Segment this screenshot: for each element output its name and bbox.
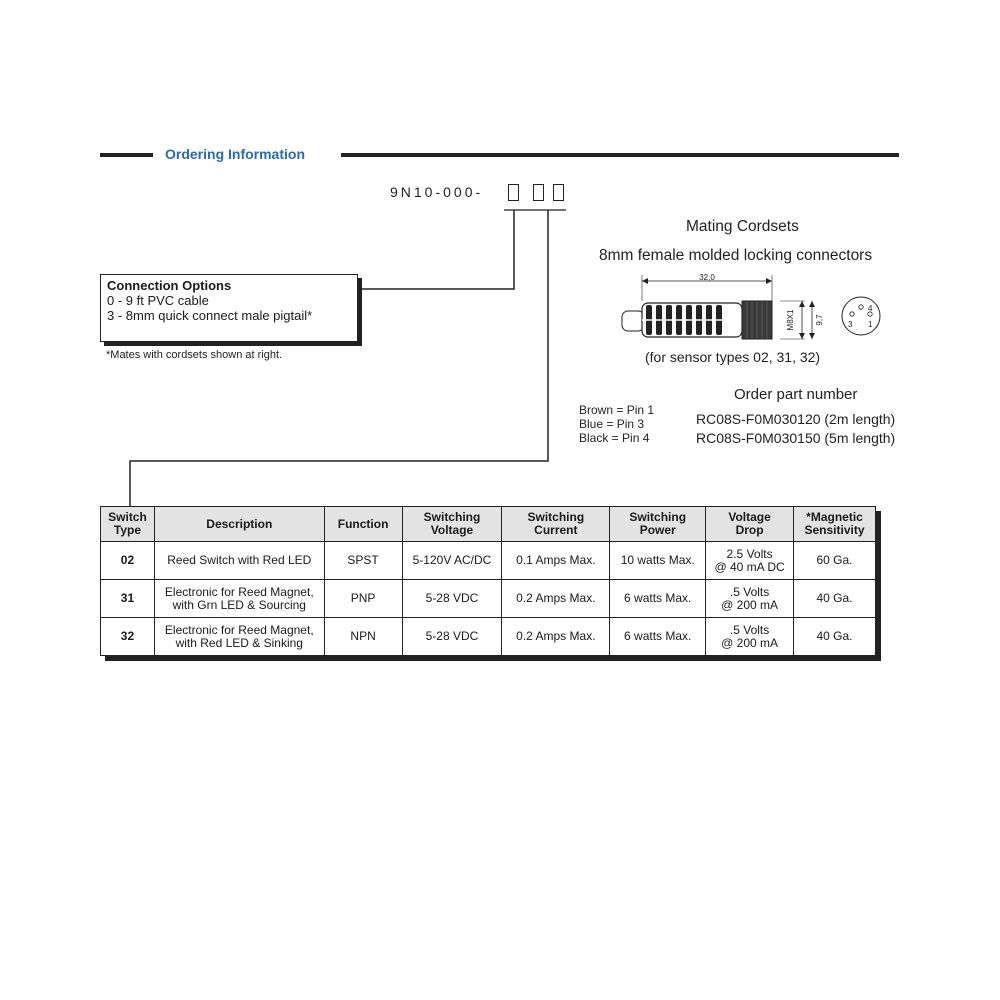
cell-line: Electronic for Reed Magnet, [164, 584, 314, 599]
column-header [610, 507, 706, 542]
cell-line: Switching [629, 510, 687, 524]
connection-options-box [100, 274, 358, 342]
cell-line: Voltage [430, 523, 474, 537]
connection-options-title: Connection Options [107, 278, 232, 293]
column-header [706, 507, 794, 542]
table-row [101, 580, 876, 618]
cell-line: 2.5 Volts [726, 546, 773, 561]
pin-label-4: 4 [868, 304, 873, 313]
cell-line: 5-120V AC/DC [412, 553, 492, 567]
column-header [502, 507, 610, 542]
order-part-numbers [696, 410, 895, 448]
pin-assignments [579, 403, 654, 445]
cell-line: 0.2 Amps Max. [516, 629, 596, 643]
table-cell [324, 580, 402, 618]
table-cell [154, 618, 324, 656]
table-cell [154, 580, 324, 618]
switch-type-cell [101, 580, 155, 618]
part-number-prefix: 9N10-000- [390, 184, 484, 200]
pin-black: Black = Pin 4 [579, 431, 650, 445]
cell-line: 0.2 Amps Max. [516, 591, 596, 605]
column-header [324, 507, 402, 542]
column-header [402, 507, 502, 542]
cell-line: 6 watts Max. [624, 629, 692, 643]
cell-line: Reed Switch with Red LED [167, 553, 312, 567]
table-cell [324, 618, 402, 656]
table-cell [402, 542, 502, 580]
dimension-diameter: 9,7 [815, 314, 824, 326]
pin-label-1: 1 [868, 320, 873, 329]
cell-line: NPN [350, 629, 376, 643]
dimension-thread: M8X1 [786, 309, 795, 331]
cell-line: *Magnetic [806, 510, 863, 524]
cell-line: PNP [350, 591, 376, 605]
table-cell [610, 618, 706, 656]
cell-line: .5 Volts [729, 622, 770, 637]
table-cell [706, 580, 794, 618]
section-title: Ordering Information [165, 146, 305, 162]
table-header-row [101, 507, 876, 542]
connection-option-0: 0 - 9 ft PVC cable [107, 293, 209, 308]
cell-line: Sensitivity [804, 523, 865, 537]
switch-spec-table [100, 506, 876, 656]
cell-line: 5-28 VDC [425, 591, 479, 605]
cell-line: 10 watts Max. [620, 553, 695, 567]
table-cell [610, 542, 706, 580]
table-cell [502, 618, 610, 656]
cell-line: 60 Ga. [816, 553, 853, 567]
switch-type-cell [101, 618, 155, 656]
table-cell [794, 542, 876, 580]
cell-line: Switch [108, 510, 147, 524]
column-header [154, 507, 324, 542]
mating-cordsets-subtitle: 8mm female molded locking connectors [599, 247, 873, 264]
cell-line: Current [534, 523, 578, 537]
table-cell [706, 618, 794, 656]
connector-drawing [600, 265, 900, 345]
cell-line: 32 [120, 629, 135, 643]
cell-line: with Red LED & Sinking [175, 635, 303, 650]
pin-label-3: 3 [848, 320, 853, 329]
table-cell [502, 542, 610, 580]
cell-line: Function [337, 516, 389, 531]
cell-line: .5 Volts [729, 584, 770, 599]
cell-line: 6 watts Max. [624, 591, 692, 605]
cell-line: Switching [527, 510, 585, 524]
connection-leader-line [358, 210, 514, 289]
cell-line: 0.1 Amps Max. [516, 553, 596, 567]
cell-line: Power [639, 523, 676, 537]
pin-blue: Blue = Pin 3 [579, 417, 645, 431]
table-row [101, 542, 876, 580]
table-cell [154, 542, 324, 580]
cell-line: 40 Ga. [816, 629, 853, 643]
cell-line: 31 [120, 591, 135, 605]
order-part-number-title: Order part number [734, 386, 858, 403]
cell-line: 02 [120, 553, 135, 567]
sensor-types-note: (for sensor types 02, 31, 32) [645, 349, 821, 365]
mating-cordsets-title: Mating Cordsets [686, 218, 799, 235]
column-header [101, 507, 155, 542]
table-cell [794, 618, 876, 656]
table-cell [610, 580, 706, 618]
cell-line: Type [113, 523, 142, 537]
cell-line: Description [206, 516, 273, 531]
part-number-5m: RC08S-F0M030150 (5m length) [696, 430, 896, 446]
part-number-2m: RC08S-F0M030120 (2m length) [696, 411, 896, 427]
pin-brown: Brown = Pin 1 [579, 403, 655, 417]
cell-line: SPST [347, 553, 379, 567]
cordset-note: *Mates with cordsets shown at right. [106, 349, 283, 361]
cell-line: 5-28 VDC [425, 629, 479, 643]
cell-line: @ 200 mA [721, 635, 778, 650]
cell-line: @ 200 mA [721, 597, 778, 612]
cell-line: @ 40 mA DC [714, 559, 785, 574]
table-row [101, 618, 876, 656]
table-cell [706, 542, 794, 580]
dimension-length: 32,0 [699, 273, 715, 282]
cell-line: with Grn LED & Sourcing [172, 597, 306, 612]
table-cell [402, 580, 502, 618]
cell-line: Switching [423, 510, 481, 524]
table-body [101, 542, 876, 656]
switch-type-cell [101, 542, 155, 580]
connection-option-3: 3 - 8mm quick connect male pigtail* [107, 308, 313, 323]
table-cell [502, 580, 610, 618]
table-cell [794, 580, 876, 618]
table-cell [324, 542, 402, 580]
table-cell [402, 618, 502, 656]
cell-line: Electronic for Reed Magnet, [164, 622, 314, 637]
cell-line: 40 Ga. [816, 591, 853, 605]
cell-line: Voltage [728, 510, 771, 524]
column-header [794, 507, 876, 542]
cell-line: Drop [735, 523, 764, 537]
